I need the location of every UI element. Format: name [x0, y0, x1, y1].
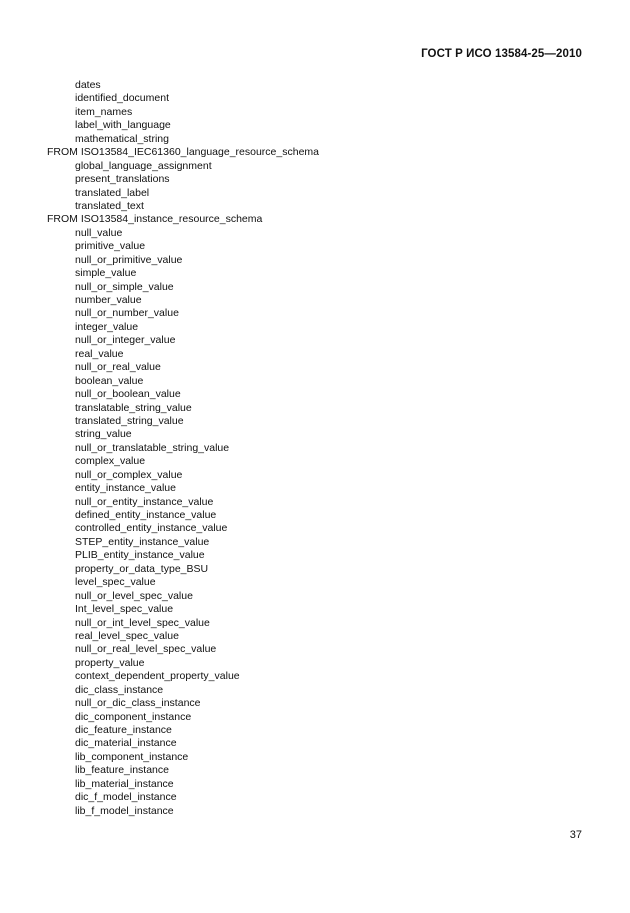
entity-name-line: Int_level_spec_value — [75, 603, 174, 616]
entity-name-line: number_value — [75, 294, 142, 306]
page-number: 37 — [569, 829, 582, 841]
entity-name-line: real_value — [75, 347, 124, 360]
entity-name-line: primitive_value — [75, 240, 146, 253]
entity-name-line: null_or_number_value — [75, 307, 179, 320]
entity-name-line: null_or_translatable_string_value — [75, 441, 230, 454]
entity-name-line: complex_value — [75, 455, 146, 468]
entity-name-line: context_dependent_property_value — [75, 670, 240, 683]
entity-name-line: lib_component_instance — [75, 750, 189, 763]
entity-name-line: item_names — [75, 105, 133, 118]
schema-reference-line: FROM ISO13584_instance_resource_schema — [47, 213, 263, 226]
entity-name-line: identified_document — [75, 92, 169, 105]
entity-name-line: dic_f_model_instance — [75, 791, 177, 804]
entity-name-line: null_value — [75, 226, 123, 239]
entity-name-line: null_or_entity_instance_value — [75, 495, 214, 508]
entity-name-line: null_or_level_spec_value — [75, 589, 193, 602]
entity-name-line: mathematical_string — [75, 132, 169, 145]
entity-name-line: global_language_assignment — [75, 159, 212, 172]
entity-name-line: null_or_boolean_value — [75, 388, 181, 401]
entity-name-line: lib_material_instance — [75, 777, 174, 790]
entity-name-line: present_translations — [75, 173, 170, 186]
entity-name-line: dic_feature_instance — [75, 724, 172, 736]
entity-name-line: translated_text — [75, 199, 144, 212]
entity-name-line: lib_feature_instance — [75, 764, 169, 777]
entity-name-line: entity_instance_value — [75, 482, 176, 495]
entity-name-line: dates — [75, 79, 101, 91]
entity-name-line: defined_entity_instance_value — [75, 509, 217, 521]
entity-name-line: null_or_real_level_spec_value — [75, 643, 217, 656]
entity-name-line: dic_class_instance — [75, 683, 164, 696]
entity-name-line: null_or_dic_class_instance — [75, 697, 201, 710]
entity-name-line: real_level_spec_value — [75, 629, 179, 642]
entity-name-line: string_value — [75, 428, 132, 441]
entity-name-line: null_or_integer_value — [75, 334, 176, 347]
entity-name-line: null_or_real_value — [75, 361, 161, 374]
schema-reference-line: FROM ISO13584_IEC61360_language_resource_schema — [47, 146, 320, 159]
schema-listing — [47, 79, 587, 818]
entity-name-line: label_with_language — [75, 119, 171, 132]
entity-name-line: level_spec_value — [75, 576, 156, 589]
entity-name-line: dic_material_instance — [75, 737, 177, 750]
entity-name-line: translated_string_value — [75, 414, 184, 427]
entity-name-line: property_or_data_type_BSU — [75, 562, 209, 575]
entity-name-line: null_or_int_level_spec_value — [75, 616, 210, 629]
entity-name-line: null_or_complex_value — [75, 468, 183, 481]
document-header — [421, 48, 582, 60]
entity-name-line: translated_label — [75, 186, 150, 199]
entity-name-line: PLIB_entity_instance_value — [75, 549, 205, 562]
entity-name-line: boolean_value — [75, 374, 144, 387]
entity-name-line: translatable_string_value — [75, 401, 192, 414]
entity-name-line: lib_f_model_instance — [75, 804, 174, 817]
entity-name-line: simple_value — [75, 267, 137, 280]
entity-name-line: property_value — [75, 656, 145, 669]
entity-name-line: integer_value — [75, 320, 139, 333]
standard-id: ГОСТ Р ИСО 13584-25—2010 — [421, 48, 582, 60]
entity-name-line: controlled_entity_instance_value — [75, 522, 228, 535]
entity-name-line: dic_component_instance — [75, 710, 192, 723]
entity-name-line: null_or_primitive_value — [75, 253, 183, 266]
entity-name-line: STEP_entity_instance_value — [75, 535, 210, 548]
entity-name-line: null_or_simple_value — [75, 280, 174, 293]
